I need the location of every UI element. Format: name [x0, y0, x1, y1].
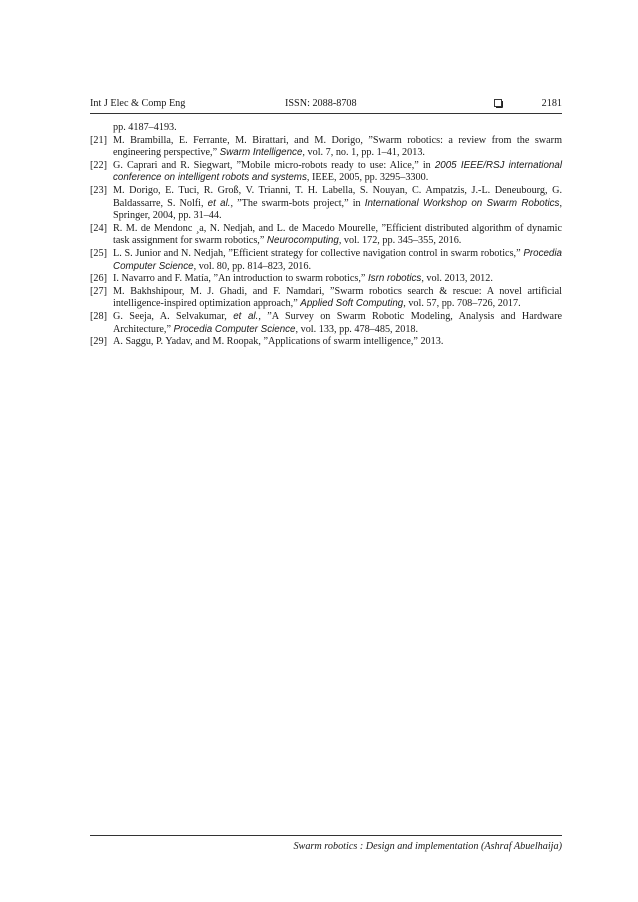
reference-entry: [90, 336, 562, 349]
reference-text: A. Saggu, P. Yadav, and M. Roopak, ”Applications of swarm intelligence,” 2013.: [113, 336, 444, 348]
reference-entries: [90, 135, 562, 349]
reference-text: R. M. de Mendonc ¸a, N. Nedjah, and L. de Macedo Mourelle, ”Efficient distributed algorithm of dynamic task assignment for swarm robotics,”: [113, 222, 562, 247]
footer-rule: [90, 835, 562, 836]
reference-number: [23]: [90, 184, 107, 196]
reference-text: M. Brambilla, E. Ferrante, M. Birattari, and M. Dorigo, ”Swarm robotics: a review from the swarm engineering perspective,”: [113, 134, 562, 159]
reference-number: [25]: [90, 247, 107, 259]
reference-text: , vol. 80, pp. 814–823, 2016.: [193, 260, 312, 272]
reference-entry: [90, 311, 562, 336]
reference-text: , vol. 133, pp. 478–485, 2018.: [295, 323, 419, 335]
reference-number: [22]: [90, 159, 107, 171]
reference-text: , vol. 57, pp. 708–726, 2017.: [403, 298, 521, 310]
reference-text: I. Navarro and F. Matía, ”An introduction to swarm robotics,”: [113, 273, 368, 285]
reference-text: , ”A Survey on Swarm Robotic Modeling, Analysis and Hardware Architecture,”: [113, 310, 562, 335]
reference-italic-text: 2005 IEEE/RSJ international conference on intelligent robots and systems: [113, 159, 562, 184]
reference-text: M. Dorigo, E. Tuci, R. Groß, V. Trianni, T. H. Labella, S. Nouyan, C. Ampatzis, J.-L. Deneubourg, G. Baldassarre, S. Nolfi,: [113, 184, 562, 209]
reference-text: G. Seeja, A. Selvakumar,: [113, 310, 234, 322]
reference-entry: [90, 273, 562, 286]
reference-text: L. S. Junior and N. Nedjah, ”Efficient strategy for collective navigation control in swarm robotics,”: [113, 247, 524, 259]
reference-italic-text: Neurocomputing: [266, 235, 339, 247]
reference-entry: [90, 185, 562, 223]
header-rule: [90, 113, 562, 114]
reference-entry: [90, 286, 562, 311]
reference-continuation: pp. 4187–4193.: [113, 122, 177, 133]
reference-italic-text: International Workshop on Swarm Robotics: [364, 197, 560, 209]
reference-text: , vol. 7, no. 1, pp. 1–41, 2013.: [302, 147, 425, 159]
reference-list: [90, 122, 562, 349]
reference-number: [24]: [90, 222, 107, 234]
reference-number: [27]: [90, 285, 107, 297]
reference-number: [28]: [90, 310, 107, 322]
reference-entry: [90, 160, 562, 185]
reference-text: , ”The swarm-bots project,” in: [230, 197, 365, 209]
reference-text: , IEEE, 2005, pp. 3295–3300.: [306, 172, 429, 184]
reference-number: [21]: [90, 134, 107, 146]
square-box-icon: [494, 99, 503, 108]
reference-italic-text: Procedia Computer Science: [173, 323, 296, 335]
reference-number: [26]: [90, 273, 107, 285]
reference-italic-text: et al.: [207, 197, 231, 209]
reference-number: [29]: [90, 336, 107, 348]
issn: ISSN: 2088-8708: [285, 98, 357, 109]
reference-italic-text: Applied Soft Computing: [300, 298, 404, 310]
reference-italic-text: Procedia Computer Science: [113, 247, 562, 272]
reference-entry: [90, 223, 562, 248]
running-footer: Swarm robotics : Design and implementation (Ashraf Abuelhaija): [293, 841, 562, 852]
reference-entry: [90, 248, 562, 273]
reference-entry: [90, 135, 562, 160]
journal-name: Int J Elec & Comp Eng: [90, 98, 186, 109]
page-header: [90, 98, 562, 114]
reference-text: M. Bakhshipour, M. J. Ghadi, and F. Namdari, ”Swarm robotics search & rescue: A novel artificial intelligence-inspired optimization approach,”: [113, 285, 562, 310]
reference-text: , vol. 2013, 2012.: [421, 273, 493, 285]
reference-text: , Springer, 2004, pp. 31–44.: [113, 197, 562, 222]
reference-text: G. Caprari and R. Siegwart, ”Mobile micro-robots ready to use: Alice,” in: [113, 159, 435, 171]
reference-italic-text: et al.: [233, 310, 259, 322]
reference-text: , vol. 172, pp. 345–355, 2016.: [338, 235, 462, 247]
reference-italic-text: Isrn robotics: [367, 273, 422, 285]
page-number: 2181: [541, 98, 562, 109]
reference-italic-text: Swarm Intelligence: [219, 147, 303, 159]
